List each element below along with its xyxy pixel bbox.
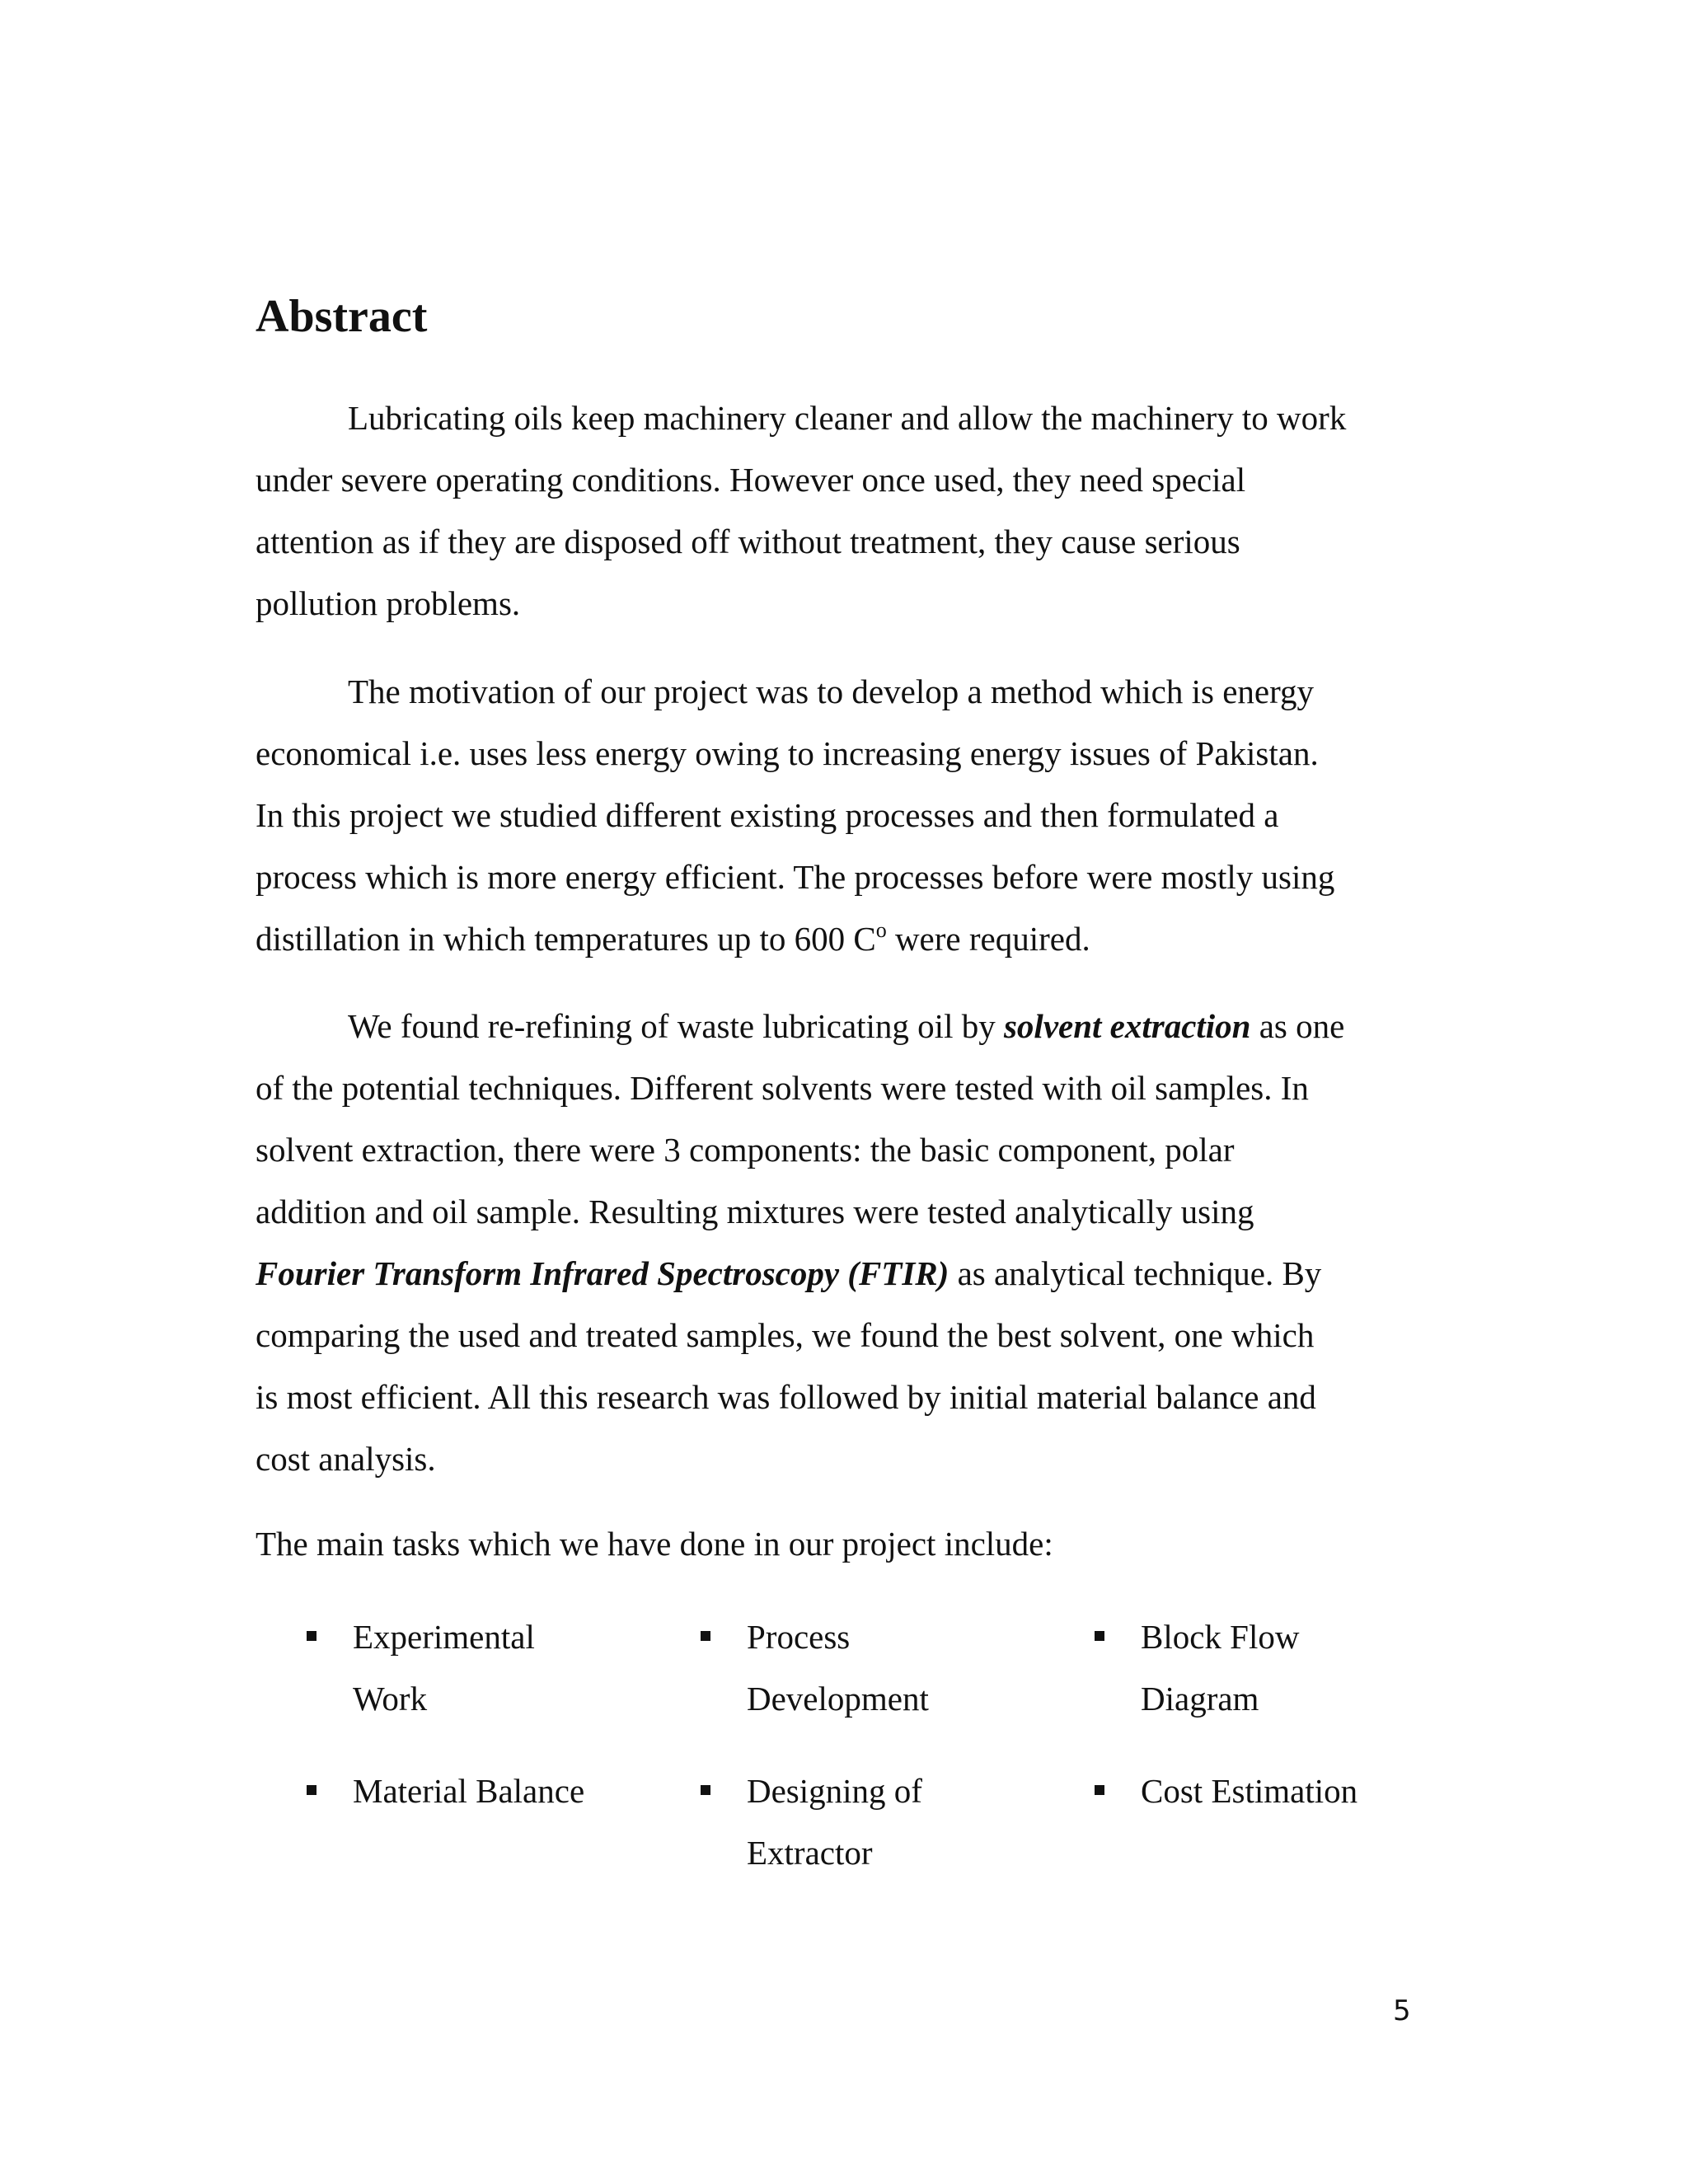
text-span: as analytical technique. By: [949, 1254, 1322, 1292]
emphasis-solvent-extraction: solvent extraction: [1003, 1007, 1251, 1045]
task-label: Material Balance: [353, 1772, 585, 1810]
task-label: Designing of Extractor: [747, 1772, 922, 1872]
square-bullet-icon: [701, 1631, 710, 1641]
paragraph-line: [256, 996, 1426, 1057]
paragraph-line: is most efficient. All this research was followed by initial material balance and: [256, 1378, 1316, 1416]
paragraph-motivation: [256, 661, 1426, 970]
paragraph-line: economical i.e. uses less energy owing to increasing energy issues of Pakistan.: [256, 734, 1319, 772]
paragraph-line: cost analysis.: [256, 1440, 436, 1478]
task-label: Cost Estimation: [1141, 1772, 1358, 1810]
paragraph-line: process which is more energy efficient. The processes before were mostly using: [256, 858, 1335, 896]
paragraph-line: attention as if they are disposed off without treatment, they cause serious: [256, 523, 1240, 560]
paragraph-line: [256, 908, 1426, 970]
paragraph-line: solvent extraction, there were 3 components: the basic component, polar: [256, 1131, 1235, 1169]
page-title: Abstract: [256, 291, 428, 342]
paragraph-line: of the potential techniques. Different solvents were tested with oil samples. In: [256, 1069, 1309, 1107]
paragraph-line: under severe operating conditions. However once used, they need special: [256, 461, 1246, 499]
square-bullet-icon: [1095, 1631, 1104, 1641]
paragraph-lubricating-oils: [256, 387, 1426, 635]
emphasis-ftir: Fourier Transform Infrared Spectroscopy (FTIR): [256, 1254, 950, 1292]
degree-superscript: o: [875, 918, 887, 942]
paragraph-line: Lubricating oils keep machinery cleaner and allow the machinery to work: [348, 399, 1347, 437]
temperature-text: distillation in which temperatures up to 600 C: [256, 920, 876, 958]
task-label: Process Development: [747, 1618, 929, 1718]
square-bullet-icon: [1095, 1785, 1104, 1795]
task-label: Experimental Work: [353, 1618, 535, 1718]
square-bullet-icon: [701, 1785, 710, 1795]
paragraph-solvent-extraction: [256, 996, 1426, 1490]
paragraph-line: The motivation of our project was to develop a method which is energy: [348, 673, 1315, 710]
temperature-text-end: were required.: [886, 920, 1090, 958]
paragraph-line: In this project we studied different existing processes and then formulated a: [256, 796, 1279, 834]
paragraph-line: pollution problems.: [256, 584, 521, 622]
paragraph-line: addition and oil sample. Resulting mixtures were tested analytically using: [256, 1193, 1254, 1230]
square-bullet-icon: [307, 1785, 316, 1795]
paragraph-line: [256, 1243, 1426, 1305]
tasks-intro: The main tasks which we have done in our project include:: [256, 1525, 1053, 1563]
paragraph-line: comparing the used and treated samples, we found the best solvent, one which: [256, 1316, 1315, 1354]
task-label: Block Flow Diagram: [1141, 1618, 1300, 1718]
page-number: 5: [1393, 1994, 1411, 2027]
text-span: as one: [1250, 1007, 1345, 1045]
square-bullet-icon: [307, 1631, 316, 1641]
text-span: We found re-refining of waste lubricating oil by: [348, 1007, 1004, 1045]
